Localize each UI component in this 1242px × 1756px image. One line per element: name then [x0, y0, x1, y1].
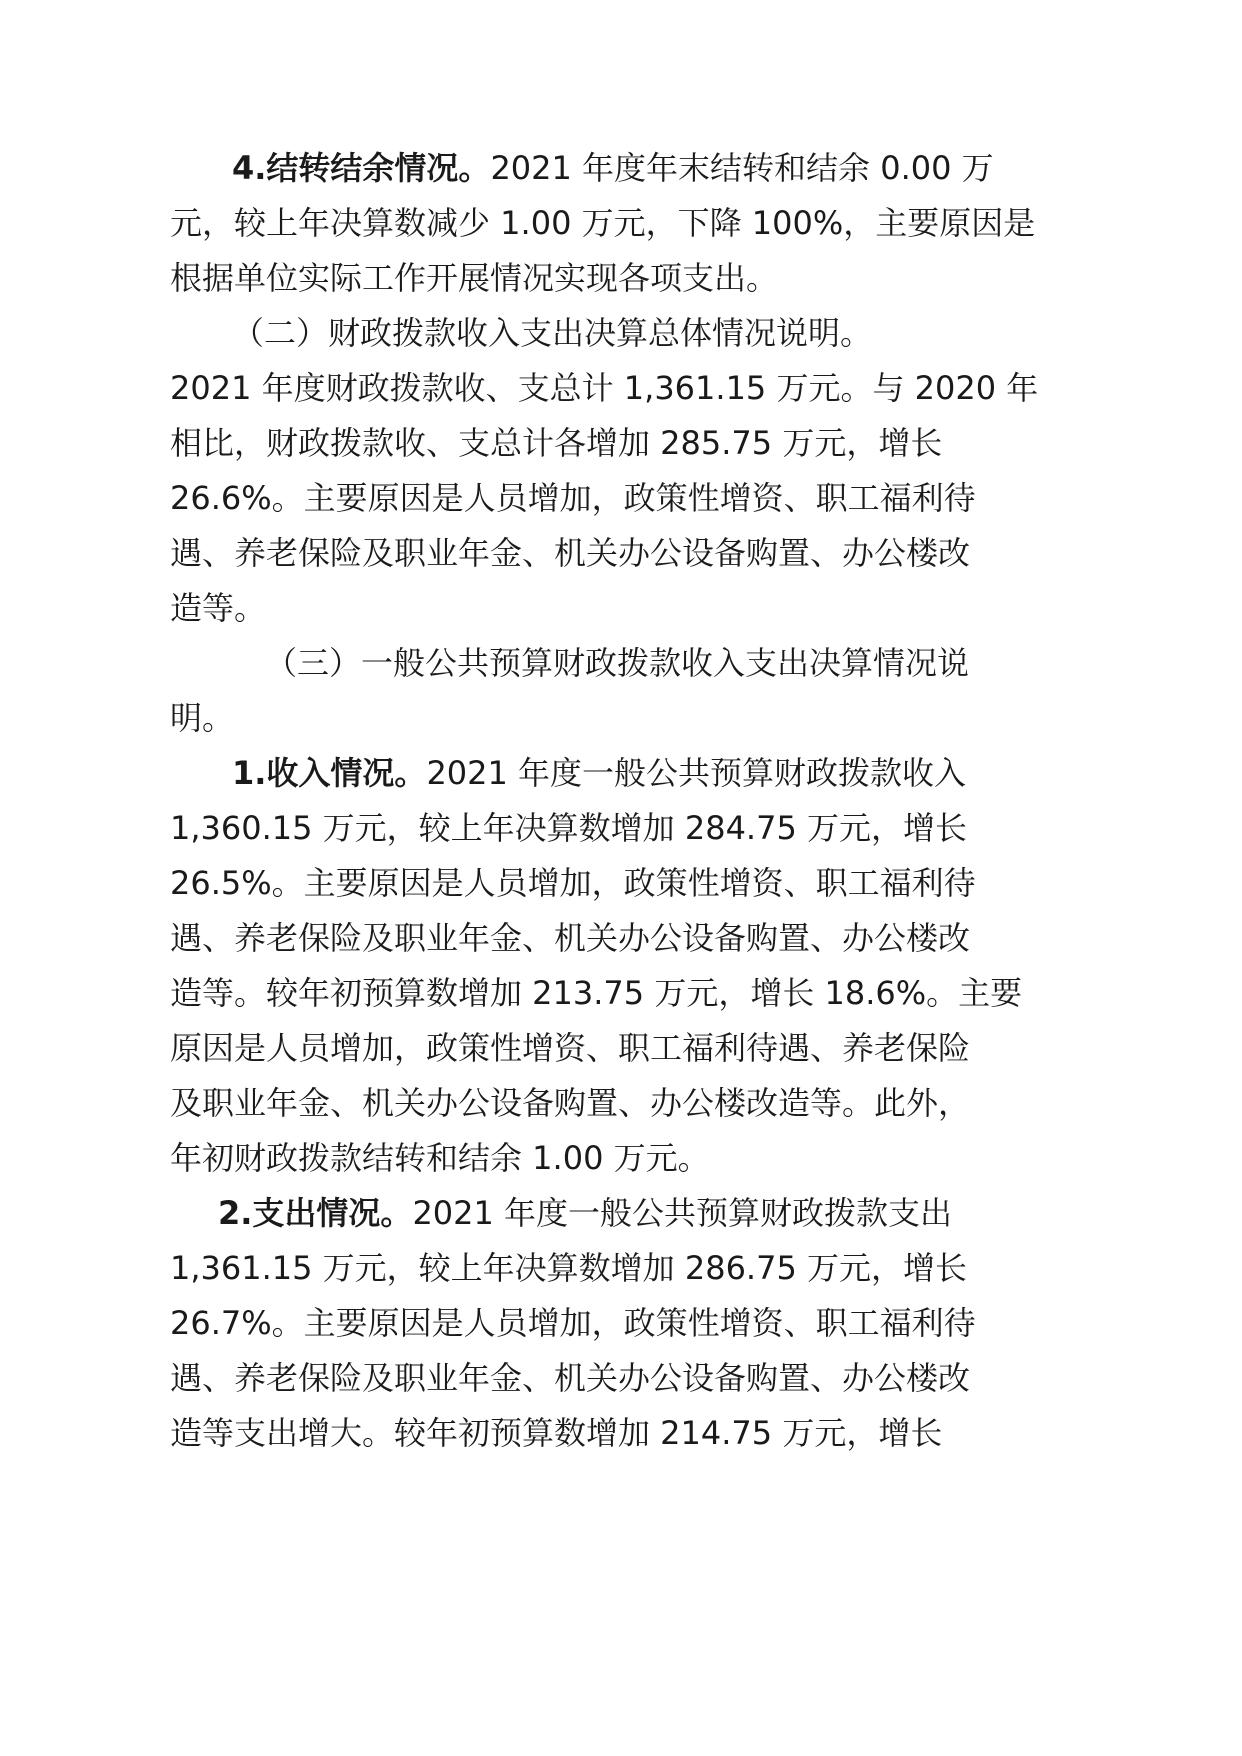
text-line [0, 908, 1242, 968]
line-text: 造等支出增大。较年初预算数增加 214.75 万元，增长 [170, 1414, 943, 1452]
line-text: 26.6%。主要原因是人员增加，政策性增资、职工福利待 [170, 479, 976, 517]
line-text: 26.5%。主要原因是人员增加，政策性增资、职工福利待 [170, 864, 976, 902]
line-text: 根据单位实际工作开展情况实现各项支出。 [170, 259, 779, 297]
section-title [0, 303, 1242, 363]
line-text: 1,361.15 万元，较上年决算数增加 286.75 万元，增长 [170, 1249, 967, 1287]
line-text: 造等。较年初预算数增加 213.75 万元，增长 18.6%。主要 [170, 974, 1023, 1012]
line-text: 2021 年度一般公共预算财政拨款收入 [426, 754, 967, 792]
section-heading: 2.支出情况。 [218, 1194, 413, 1232]
line-text: 相比，财政拨款收、支总计各增加 285.75 万元，增长 [170, 424, 943, 462]
text-line [0, 1403, 1242, 1463]
line-text: （二）财政拨款收入支出决算总体情况说明。 [232, 314, 873, 352]
line-text: 2021 年度财政拨款收、支总计 1,361.15 万元。与 2020 年 [170, 369, 1039, 407]
section-heading: 4.结转结余情况。 [232, 149, 491, 187]
section-heading: 1.收入情况。 [232, 754, 427, 792]
line-text: 元，较上年决算数减少 1.00 万元，下降 100%，主要原因是 [170, 204, 1036, 242]
text-line [0, 1293, 1242, 1353]
line-text: 年初财政拨款结转和结余 1.00 万元。 [170, 1139, 710, 1177]
text-line [0, 138, 1242, 198]
text-line [0, 523, 1242, 583]
text-line [0, 798, 1242, 858]
line-text: 遇、养老保险及职业年金、机关办公设备购置、办公楼改 [170, 919, 971, 957]
line-text: 及职业年金、机关办公设备购置、办公楼改造等。此外， [170, 1084, 971, 1122]
text-line [0, 743, 1242, 803]
text-line [0, 1183, 1242, 1243]
text-line [0, 853, 1242, 913]
text-line [0, 193, 1242, 253]
line-text: 2021 年度年末结转和结余 0.00 万 [490, 149, 994, 187]
text-line [0, 578, 1242, 638]
line-text: 2021 年度一般公共预算财政拨款支出 [412, 1194, 953, 1232]
line-text: （三）一般公共预算财政拨款收入支出决算情况说 [265, 644, 970, 682]
text-line [0, 1348, 1242, 1408]
text-line [0, 1238, 1242, 1298]
text-line [0, 688, 1242, 748]
text-line [0, 413, 1242, 473]
text-line [0, 358, 1242, 418]
line-text: 遇、养老保险及职业年金、机关办公设备购置、办公楼改 [170, 1359, 971, 1397]
line-text: 遇、养老保险及职业年金、机关办公设备购置、办公楼改 [170, 534, 971, 572]
text-line [0, 468, 1242, 528]
line-text: 原因是人员增加，政策性增资、职工福利待遇、养老保险 [170, 1029, 971, 1067]
line-text: 1,360.15 万元，较上年决算数增加 284.75 万元，增长 [170, 809, 967, 847]
text-line [0, 1073, 1242, 1133]
line-text: 明。 [170, 699, 235, 737]
line-text: 造等。 [170, 589, 267, 627]
text-line [0, 248, 1242, 308]
section-title [0, 633, 1242, 693]
line-text: 26.7%。主要原因是人员增加，政策性增资、职工福利待 [170, 1304, 976, 1342]
text-line [0, 963, 1242, 1023]
text-line [0, 1018, 1242, 1078]
text-line [0, 1128, 1242, 1188]
